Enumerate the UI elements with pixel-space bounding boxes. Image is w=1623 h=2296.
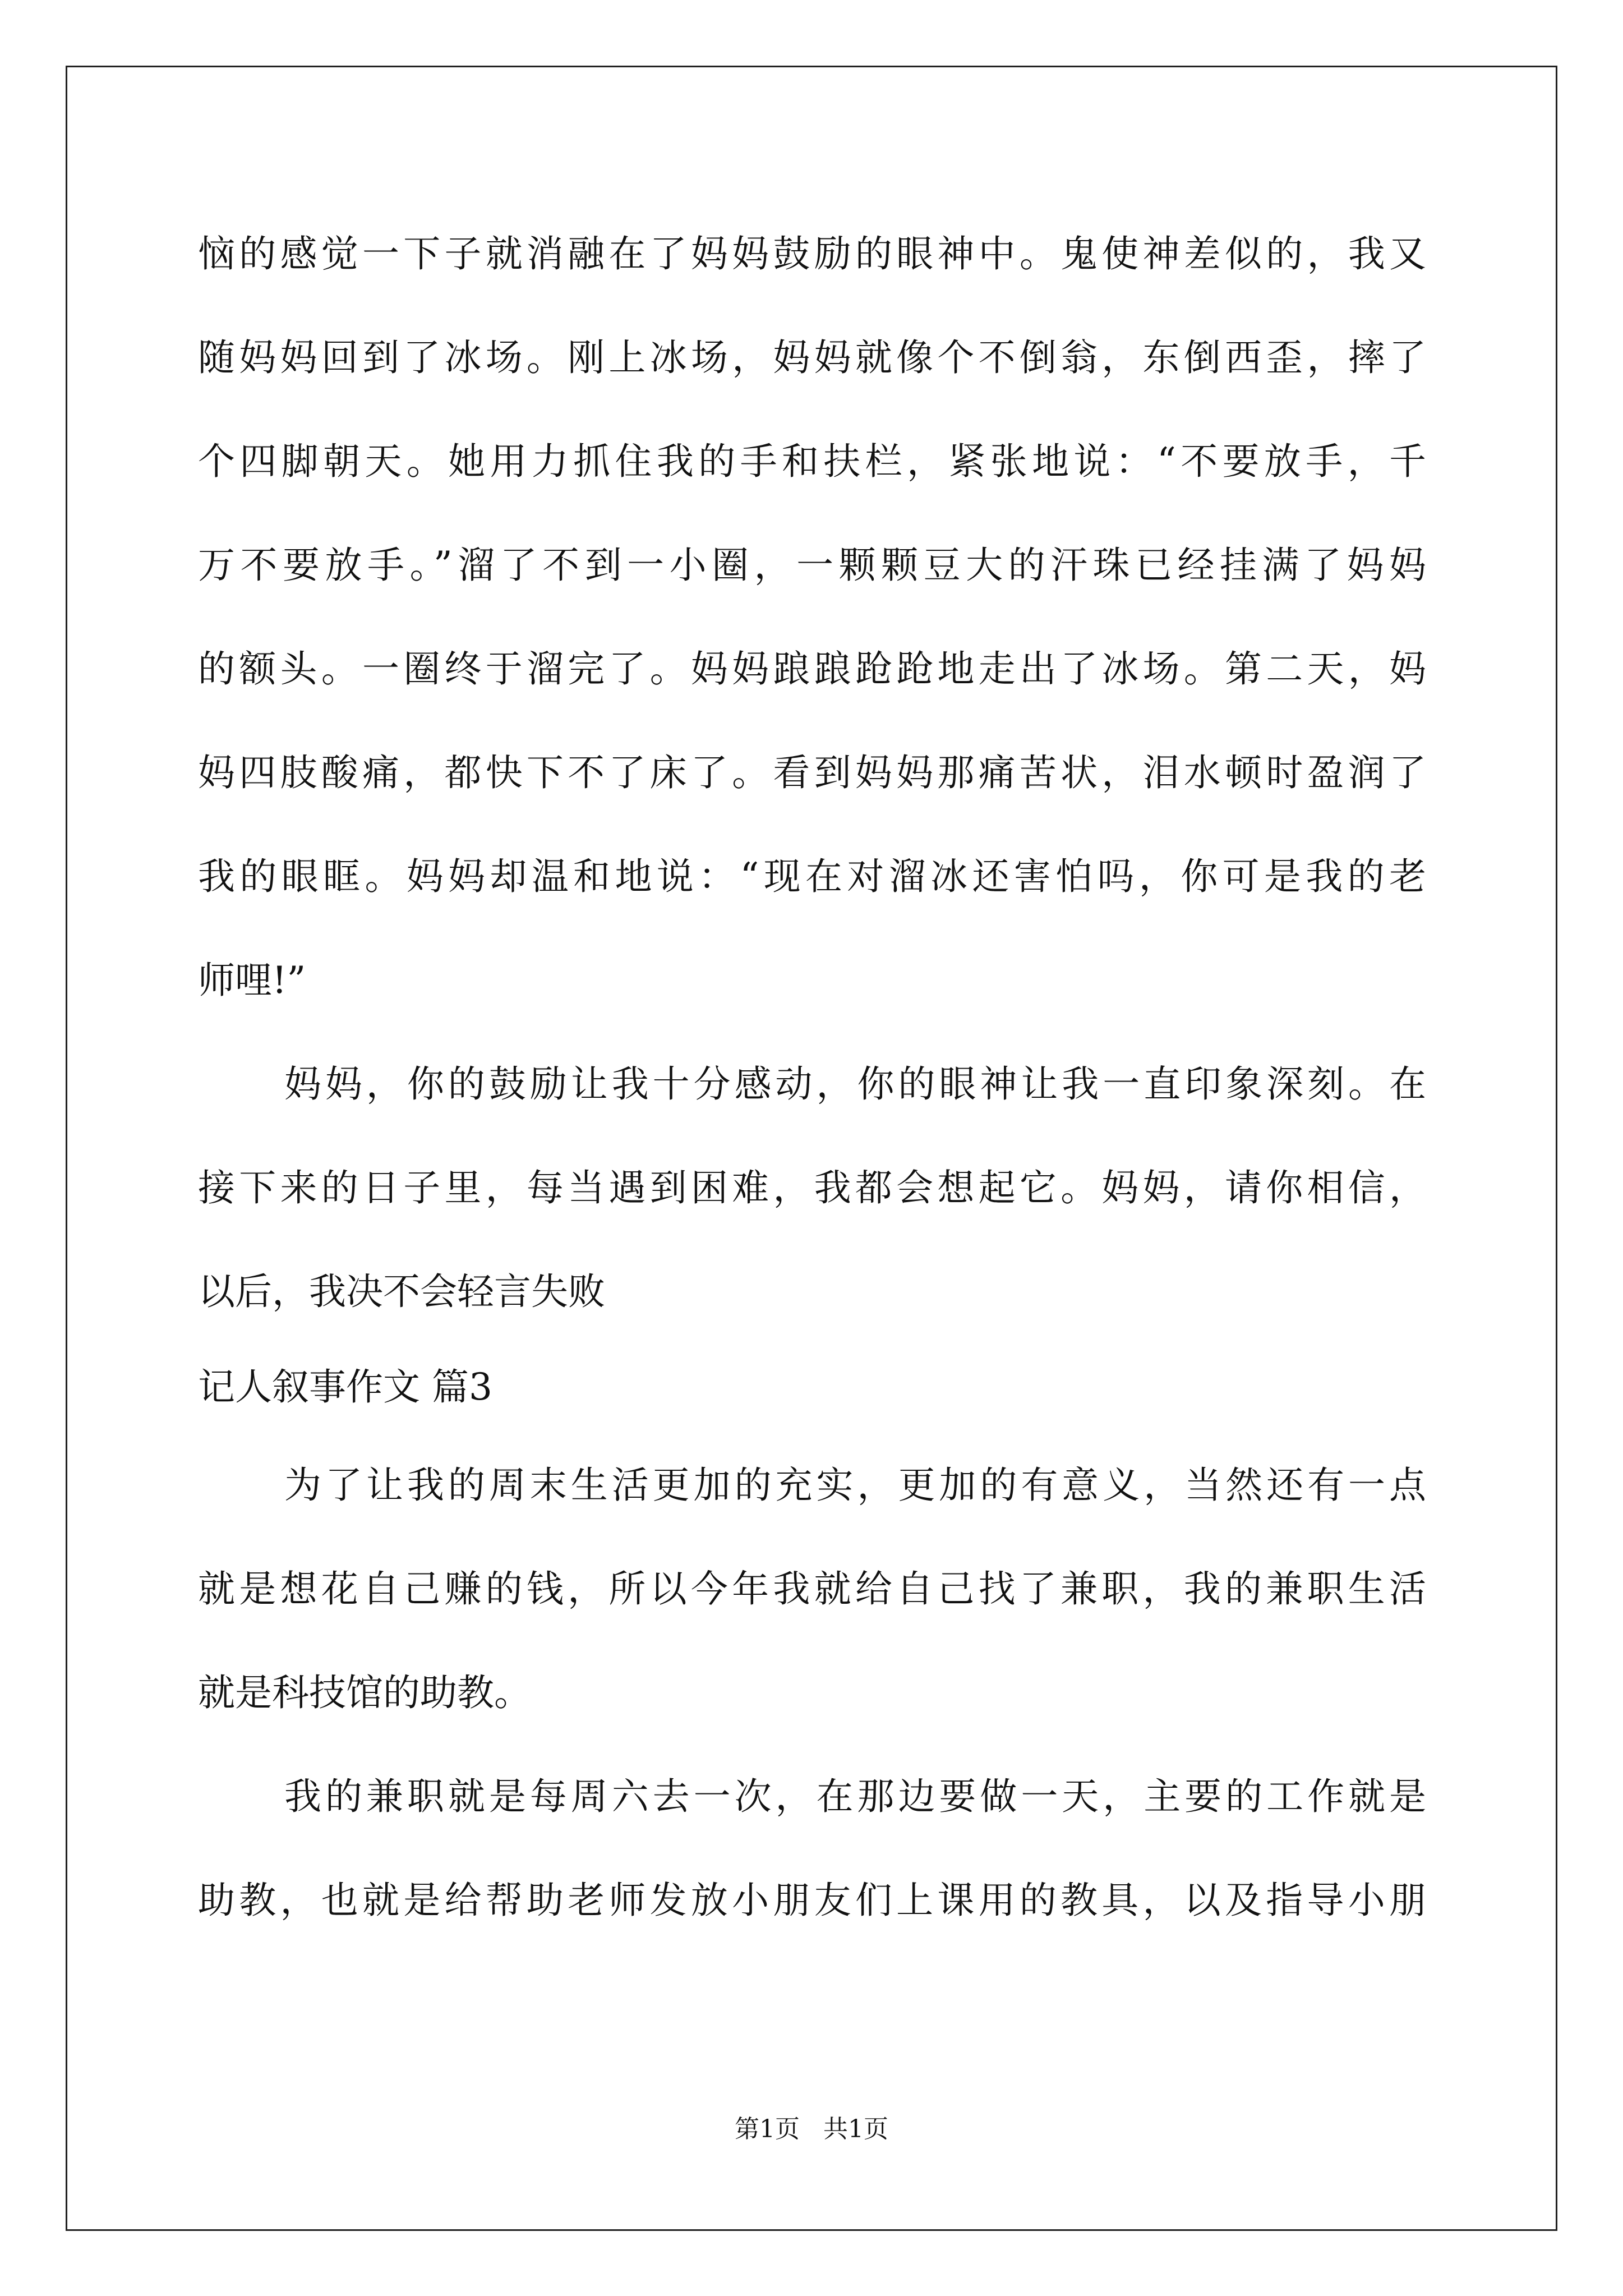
- text-line: 为了让我的周末生活更加的充实，更加的有意义，当然还有一点: [284, 1464, 1426, 1507]
- text-line: 我的兼职就是每周六去一次，在那边要做一天，主要的工作就是: [284, 1775, 1426, 1818]
- text-line: 助教，也就是给帮助老师发放小朋友们上课用的教具，以及指导小朋: [198, 1879, 1426, 1922]
- page-footer: 第1页 共1页: [735, 2115, 888, 2143]
- text-line: 个四脚朝天。她用力抓住我的手和扶栏，紧张地说：“不要放手，千: [198, 440, 1426, 483]
- text-line: 就是想花自己赚的钱，所以今年我就给自己找了兼职，我的兼职生活: [198, 1567, 1426, 1611]
- text-line: 万不要放手。”溜了不到一小圈，一颗颗豆大的汗珠已经挂满了妈妈: [198, 544, 1426, 587]
- text-line: 就是科技馆的助教。: [198, 1671, 531, 1714]
- text-line: 师哩!”: [198, 959, 306, 1002]
- section-heading: 记人叙事作文 篇3: [198, 1365, 492, 1409]
- text-line: 随妈妈回到了冰场。刚上冰场，妈妈就像个不倒翁，东倒西歪，摔了: [198, 336, 1426, 379]
- text-line: 我的眼眶。妈妈却温和地说：“现在对溜冰还害怕吗，你可是我的老: [198, 855, 1426, 898]
- text-line: 以后，我决不会轻言失败: [198, 1270, 605, 1313]
- text-line: 接下来的日子里，每当遇到困难，我都会想起它。妈妈，请你相信，: [198, 1166, 1426, 1209]
- text-line: 恼的感觉一下子就消融在了妈妈鼓励的眼神中。鬼使神差似的，我又: [198, 232, 1426, 275]
- text-line: 妈四肢酸痛，都快下不了床了。看到妈妈那痛苦状，泪水顿时盈润了: [198, 751, 1426, 794]
- text-line: 的额头。一圈终于溜完了。妈妈踉踉跄跄地走出了冰场。第二天，妈: [198, 647, 1426, 691]
- text-line: 妈妈，你的鼓励让我十分感动，你的眼神让我一直印象深刻。在: [284, 1062, 1426, 1106]
